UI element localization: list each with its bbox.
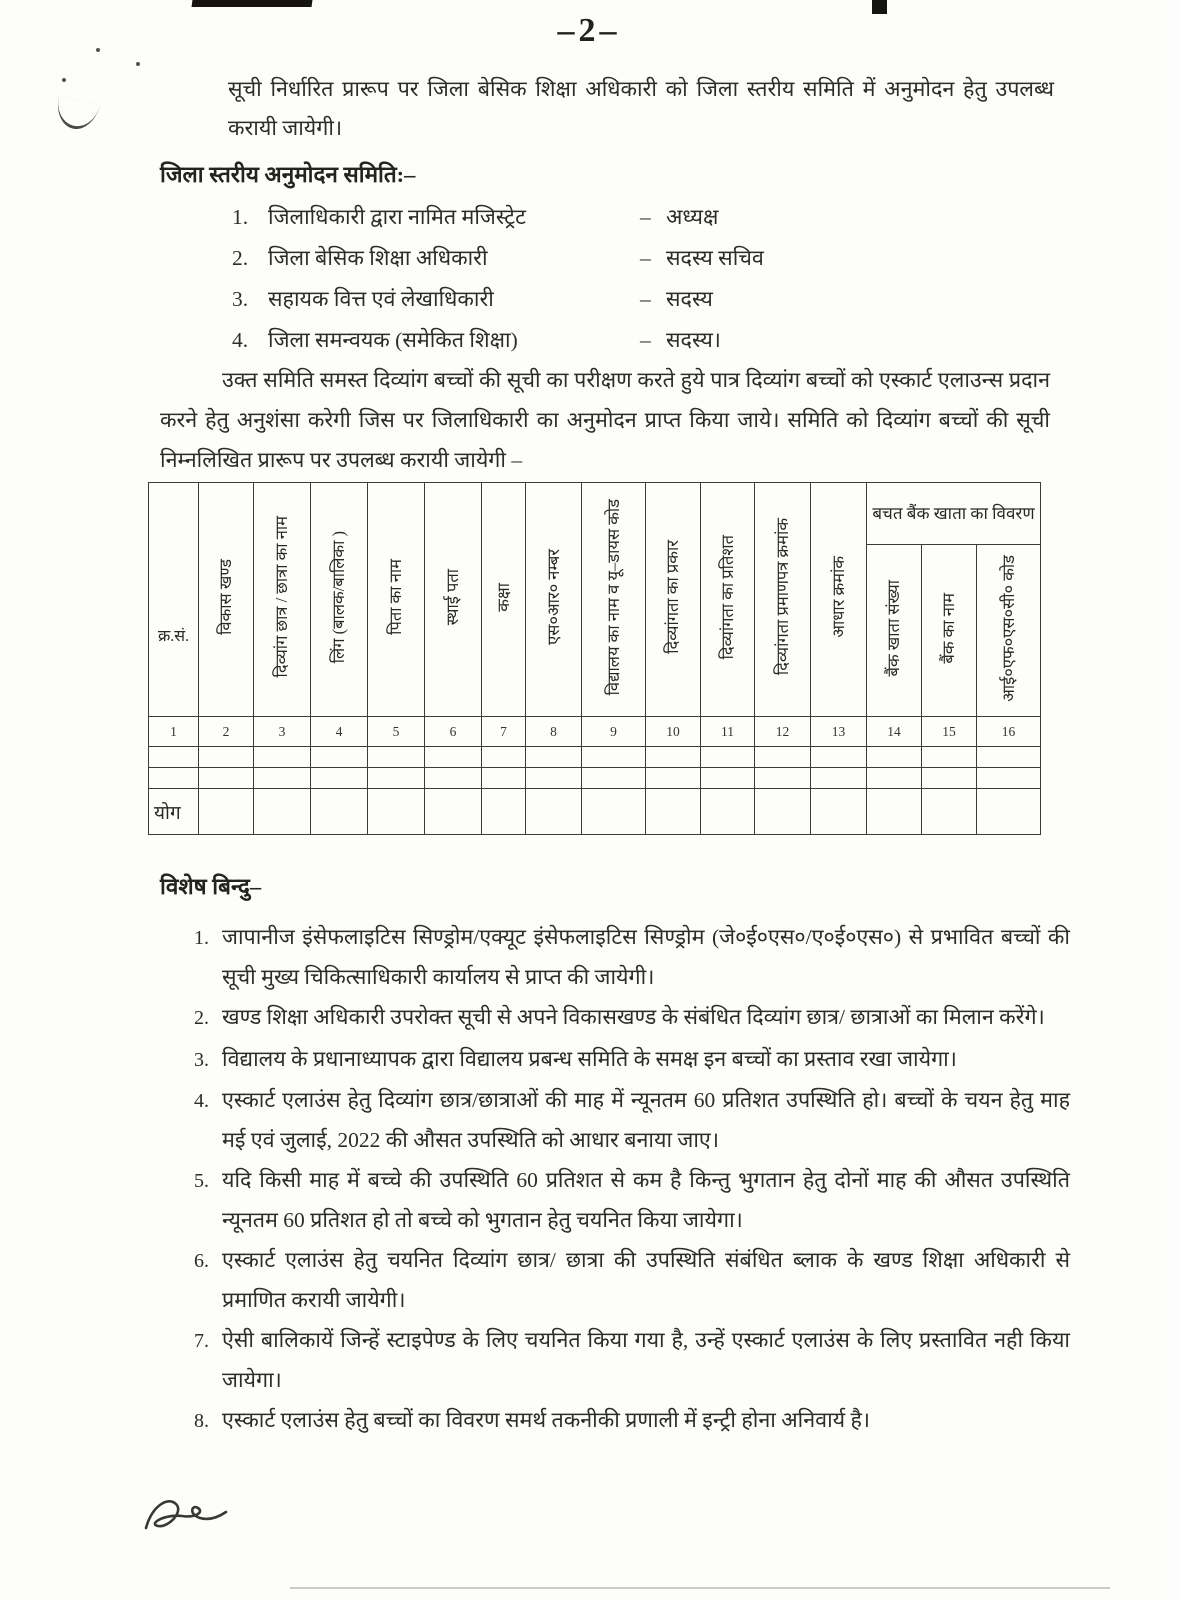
- col-header-account-number: बैंक खाता संख्या: [867, 545, 922, 717]
- total-label: योग: [149, 789, 199, 835]
- col-header-serial: क्र.सं.: [149, 483, 199, 717]
- scan-artifact-bottom-line: [290, 1587, 1110, 1589]
- col-header-disability-percent: दिव्यांगता का प्रतिशत: [701, 483, 755, 717]
- committee-heading: जिला स्तरीय अनुमोदन समिति:–: [160, 162, 416, 187]
- col-header-sr-number: एस०आर० नम्बर: [526, 483, 582, 717]
- point-number: 7.: [194, 1330, 209, 1352]
- point-text: एस्कार्ट एलाउंस हेतु बच्चों का विवरण समर्थ तकनीकी प्रणाली में इन्ट्री होना अनिवार्य है।: [222, 1408, 871, 1432]
- col-header-address: स्थाई पता: [425, 483, 482, 717]
- col-num: 16: [977, 717, 1041, 747]
- special-point: [194, 1401, 1070, 1442]
- col-header-bank-name: बैंक का नाम: [922, 545, 977, 717]
- member-separator: –: [640, 205, 651, 229]
- special-point: [194, 1321, 1070, 1400]
- empty-data-row: [149, 768, 1041, 789]
- member-number: 3.: [232, 287, 249, 311]
- col-header-block: विकास खण्ड: [199, 483, 254, 717]
- col-num: 9: [582, 717, 646, 747]
- col-num: 13: [811, 717, 867, 747]
- member-role: सदस्य सचिव: [666, 246, 764, 270]
- col-num: 5: [368, 717, 425, 747]
- member-separator: –: [640, 328, 651, 352]
- scan-artifact-dot: [136, 62, 140, 66]
- col-num: 8: [526, 717, 582, 747]
- point-number: 1.: [194, 927, 209, 949]
- member-name: सहायक वित्त एवं लेखाधिकारी: [268, 287, 494, 311]
- col-num: 11: [701, 717, 755, 747]
- point-text: एस्कार्ट एलाउंस हेतु चयनित दिव्यांग छात्र/ छात्रा की उपस्थिति संबंधित ब्लाक के खण्ड शिक्षा अधिकारी से प्रमाणित करायी जायेगी।: [222, 1248, 1070, 1312]
- special-points-list: [194, 918, 1070, 1443]
- special-point: [194, 918, 1070, 997]
- point-text: विद्यालय के प्रधानाध्यापक द्वारा विद्यालय प्रबन्ध समिति के समक्ष इन बच्चों का प्रस्ताव रखा जायेगा।: [222, 1046, 957, 1071]
- column-number-row: [149, 717, 1041, 747]
- member-name: जिला समन्वयक (समेकित शिक्षा): [268, 328, 518, 352]
- col-header-gender: लिंग (बालक/बालिका ): [311, 483, 368, 717]
- col-num: 12: [755, 717, 811, 747]
- point-number: 2.: [194, 1007, 209, 1029]
- col-num: 2: [199, 717, 254, 747]
- point-number: 3.: [194, 1048, 209, 1071]
- point-number: 6.: [194, 1250, 209, 1272]
- special-point: [194, 1241, 1070, 1320]
- col-num: 14: [867, 717, 922, 747]
- point-text: ऐसी बालिकायें जिन्हें स्टाइपेण्ड के लिए चयनित किया गया है, उन्हें एस्कार्ट एलाउंस के लिए प्रस्तावित नही किया जायेगा।: [222, 1328, 1070, 1392]
- scan-artifact-dot: [62, 78, 66, 82]
- member-name: जिला बेसिक शिक्षा अधिकारी: [268, 246, 488, 270]
- member-number: 2.: [232, 246, 249, 270]
- col-num: 6: [425, 717, 482, 747]
- col-header-certificate-number: दिव्यांगता प्रमाणपत्र क्रमांक: [755, 483, 811, 717]
- intro-paragraph: सूची निर्धारित प्रारूप पर जिला बेसिक शिक्षा अधिकारी को जिला स्तरीय समिति में अनुमोदन हेतु उपलब्ध करायी जायेगी।: [228, 77, 1054, 140]
- point-text: खण्ड शिक्षा अधिकारी उपरोक्त सूची से अपने विकासखण्ड के संबंधित दिव्यांग छात्र/ छात्राओं का मिलान करेंगे।: [222, 1005, 1045, 1029]
- scan-artifact-curve: [52, 95, 100, 133]
- col-header-father-name: पिता का नाम: [368, 483, 425, 717]
- point-text: जापानीज इंसेफलाइटिस सिण्ड्रोम/एक्यूट इंसेफलाइटिस सिण्ड्रोम (जे०ई०एस०/ए०ई०एस०) से प्रभावित बच्चों की सूची मुख्य चिकित्साधिकारी कार्यालय से प्राप्त की जायेगी।: [222, 925, 1070, 989]
- scan-artifact-top-bar: [192, 0, 313, 7]
- committee-description-paragraph: उक्त समिति समस्त दिव्यांग बच्चों की सूची का परीक्षण करते हुये पात्र दिव्यांग बच्चों को एस्कार्ट एलाउन्स प्रदान करने हेतु अनुशंसा करेगी जिस पर जिलाधिकारी का अनुमोदन प्राप्त किया जाये। समिति को दिव्यांग बच्चों की सूची निम्नलिखित प्रारूप पर उपलब्ध करायी जायेगी –: [160, 368, 1050, 472]
- point-text: यदि किसी माह में बच्चे की उपस्थिति 60 प्रतिशत से कम है किन्तु भुगतान हेतु दोनों माह की औसत उपस्थिति न्यूनतम 60 प्रतिशत हो तो बच्चे को भुगतान हेतु चयनित किया जायेगा।: [222, 1168, 1070, 1232]
- point-number: 5.: [194, 1170, 209, 1192]
- col-header-school-udise: विद्यालय का नाम व यू–डायस कोड: [582, 483, 646, 717]
- point-text: एस्कार्ट एलाउंस हेतु दिव्यांग छात्र/छात्राओं की माह में न्यूनतम 60 प्रतिशत उपस्थिति हो। बच्चों के चयन हेतु माह मई एवं जुलाई, 2022 की औसत उपस्थिति को आधार बनाया जाए।: [222, 1088, 1070, 1152]
- signature: [138, 1488, 234, 1542]
- point-number: 4.: [194, 1090, 209, 1112]
- col-num: 3: [254, 717, 311, 747]
- committee-member: [232, 320, 992, 361]
- member-role: सदस्य: [666, 287, 713, 311]
- col-num: 7: [482, 717, 526, 747]
- col-header-aadhaar: आधार क्रमांक: [811, 483, 867, 717]
- member-role: सदस्य।: [666, 328, 721, 352]
- committee-list: [232, 197, 992, 361]
- col-num: 1: [149, 717, 199, 747]
- page-number: –2–: [557, 12, 621, 49]
- member-separator: –: [640, 246, 651, 270]
- member-number: 4.: [232, 328, 249, 352]
- member-separator: –: [640, 287, 651, 311]
- committee-member: [232, 197, 992, 238]
- col-num: 10: [646, 717, 701, 747]
- col-header-ifsc: आई०एफ०एस०सी० कोड: [977, 545, 1041, 717]
- member-role: अध्यक्ष: [666, 205, 719, 229]
- special-points-heading: विशेष बिन्दु–: [160, 874, 262, 899]
- student-list-format-table: [148, 482, 1041, 835]
- bank-details-group-header: बचत बैंक खाता का विवरण: [867, 483, 1041, 545]
- total-row: [149, 789, 1041, 835]
- member-name: जिलाधिकारी द्वारा नामित मजिस्ट्रेट: [268, 205, 526, 229]
- special-point: [194, 998, 1070, 1039]
- col-header-student-name: दिव्यांग छात्र / छात्रा का नाम: [254, 483, 311, 717]
- point-number: 8.: [194, 1410, 209, 1432]
- col-header-disability-type: दिव्यांगता का प्रकार: [646, 483, 701, 717]
- committee-member: [232, 279, 992, 320]
- special-point: [194, 1081, 1070, 1160]
- member-number: 1.: [232, 205, 249, 229]
- special-point: [194, 1161, 1070, 1240]
- col-header-class: कक्षा: [482, 483, 526, 717]
- special-point: [194, 1040, 1070, 1081]
- committee-member: [232, 238, 992, 279]
- empty-data-row: [149, 747, 1041, 768]
- col-num: 4: [311, 717, 368, 747]
- col-num: 15: [922, 717, 977, 747]
